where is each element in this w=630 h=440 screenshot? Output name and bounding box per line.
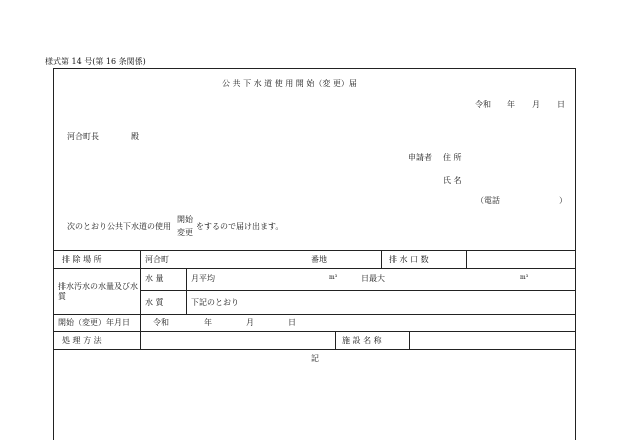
start-date-year: 年: [204, 318, 212, 327]
lot-number-label: 番地: [311, 255, 327, 264]
address-label: 住 所: [443, 153, 462, 162]
quality-label: 水 質: [145, 298, 164, 307]
treatment-method-label: 処 理 方 法: [62, 336, 102, 345]
quality-value: 下記のとおり: [191, 298, 239, 307]
phone-open: （電話: [476, 196, 500, 205]
facility-name-label: 施 設 名 称: [342, 336, 382, 345]
statement-prefix: 次のとおり公共下水道の使用: [67, 222, 171, 231]
column-divider: [186, 268, 187, 314]
addressee-name: 河合町長: [67, 132, 99, 141]
column-divider: [335, 331, 336, 349]
row-divider: [53, 268, 576, 269]
town-name: 河合町: [145, 255, 169, 264]
row-divider: [140, 290, 576, 291]
monthly-average-label: 月平均: [191, 274, 215, 283]
row-divider: [53, 331, 576, 332]
name-label: 氏 名: [443, 176, 462, 185]
statement-option-start: 開始: [177, 215, 193, 224]
form-title: 公 共 下 水 道 使 用 開 始（変 更）届: [222, 79, 357, 88]
date-year: 年: [507, 100, 515, 109]
sewage-volume-quality-label: 排水汚水の水量及び水質: [58, 282, 138, 302]
date-month: 月: [532, 100, 540, 109]
column-divider: [381, 250, 382, 268]
volume-label: 水 量: [145, 274, 164, 283]
statement-suffix: をするので届け出ます。: [196, 222, 284, 231]
form-frame: [53, 68, 576, 440]
table-top-border: [53, 250, 576, 251]
date-era: 令和: [475, 100, 491, 109]
applicant-label: 申請者: [408, 153, 432, 162]
row-divider: [53, 349, 576, 350]
outlet-count-label: 排 水 口 数: [389, 255, 429, 264]
column-divider: [466, 250, 467, 268]
discharge-location-label: 排 除 場 所: [62, 255, 102, 264]
row-divider: [53, 314, 576, 315]
form-number: 様式第 14 号(第 16 条関係): [45, 57, 146, 66]
note-heading: 記: [311, 354, 319, 363]
daily-max-label: 日最大: [361, 274, 385, 283]
date-day: 日: [557, 100, 565, 109]
start-date-month: 月: [246, 318, 254, 327]
statement-option-change: 変更: [177, 228, 193, 237]
start-date-era: 令和: [153, 318, 169, 327]
start-date-day: 日: [288, 318, 296, 327]
phone-close: ）: [559, 196, 567, 205]
monthly-unit: m³: [329, 274, 338, 281]
addressee-honorific: 殿: [131, 132, 139, 141]
column-divider: [140, 250, 141, 349]
daily-unit: m³: [520, 274, 529, 281]
start-date-label: 開始（変更）年月日: [58, 318, 130, 327]
column-divider: [409, 331, 410, 349]
